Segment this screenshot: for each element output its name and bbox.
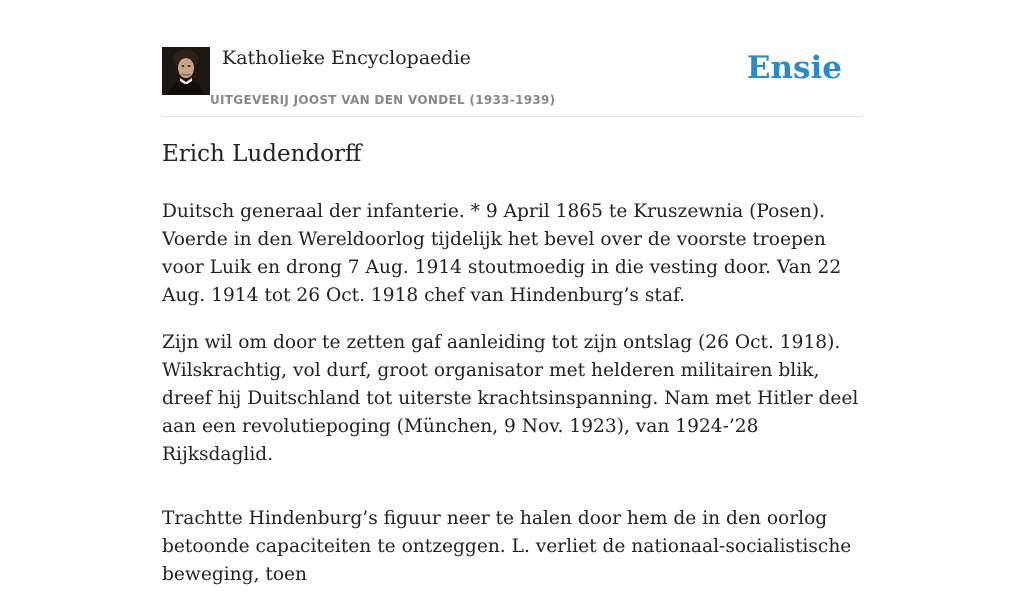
article-paragraph: Zijn wil om door te zetten gaf aanleiding tot zijn ontslag (26 Oct. 1918). Wilskrachtig, vol durf, groot organisator met helderen militairen blik, dreef hij Duitschland tot uiterste krachtsinspanning. Nam met Hitler deel aan een revolutiepoging (München, 9 Nov. 1923), van 1924-’28 Rijksdaglid.: [162, 332, 859, 465]
encyclopedia-title[interactable]: Katholieke Encyclopaedie: [222, 47, 471, 69]
brand-logo-link[interactable]: Ensie: [746, 50, 842, 86]
article-title: Erich Ludendorff: [162, 141, 362, 167]
article-paragraph: Duitsch generaal der infanterie. * 9 April 1865 te Kruszewnia (Posen). Voerde in den Wereldoorlog tijdelijk het bevel over de voorste troepen voor Luik en drong 7 Aug. 1914 stoutmoedig in die vesting door. Van 22 Aug. 1914 tot 26 Oct. 1918 chef van Hindenburg’s staf.: [162, 201, 842, 306]
publisher-label: UITGEVERIJ JOOST VAN DEN VONDEL (1933-1939): [210, 93, 556, 107]
portrait-icon[interactable]: [162, 47, 210, 95]
article: [162, 138, 862, 608]
site-header: [162, 46, 862, 117]
article-paragraph: Trachtte Hindenburg’s figuur neer te halen door hem de in den oorlog betoonde capaciteiten te ontzeggen. L. verliet de nationaal-socialistische beweging, toen: [162, 508, 852, 585]
